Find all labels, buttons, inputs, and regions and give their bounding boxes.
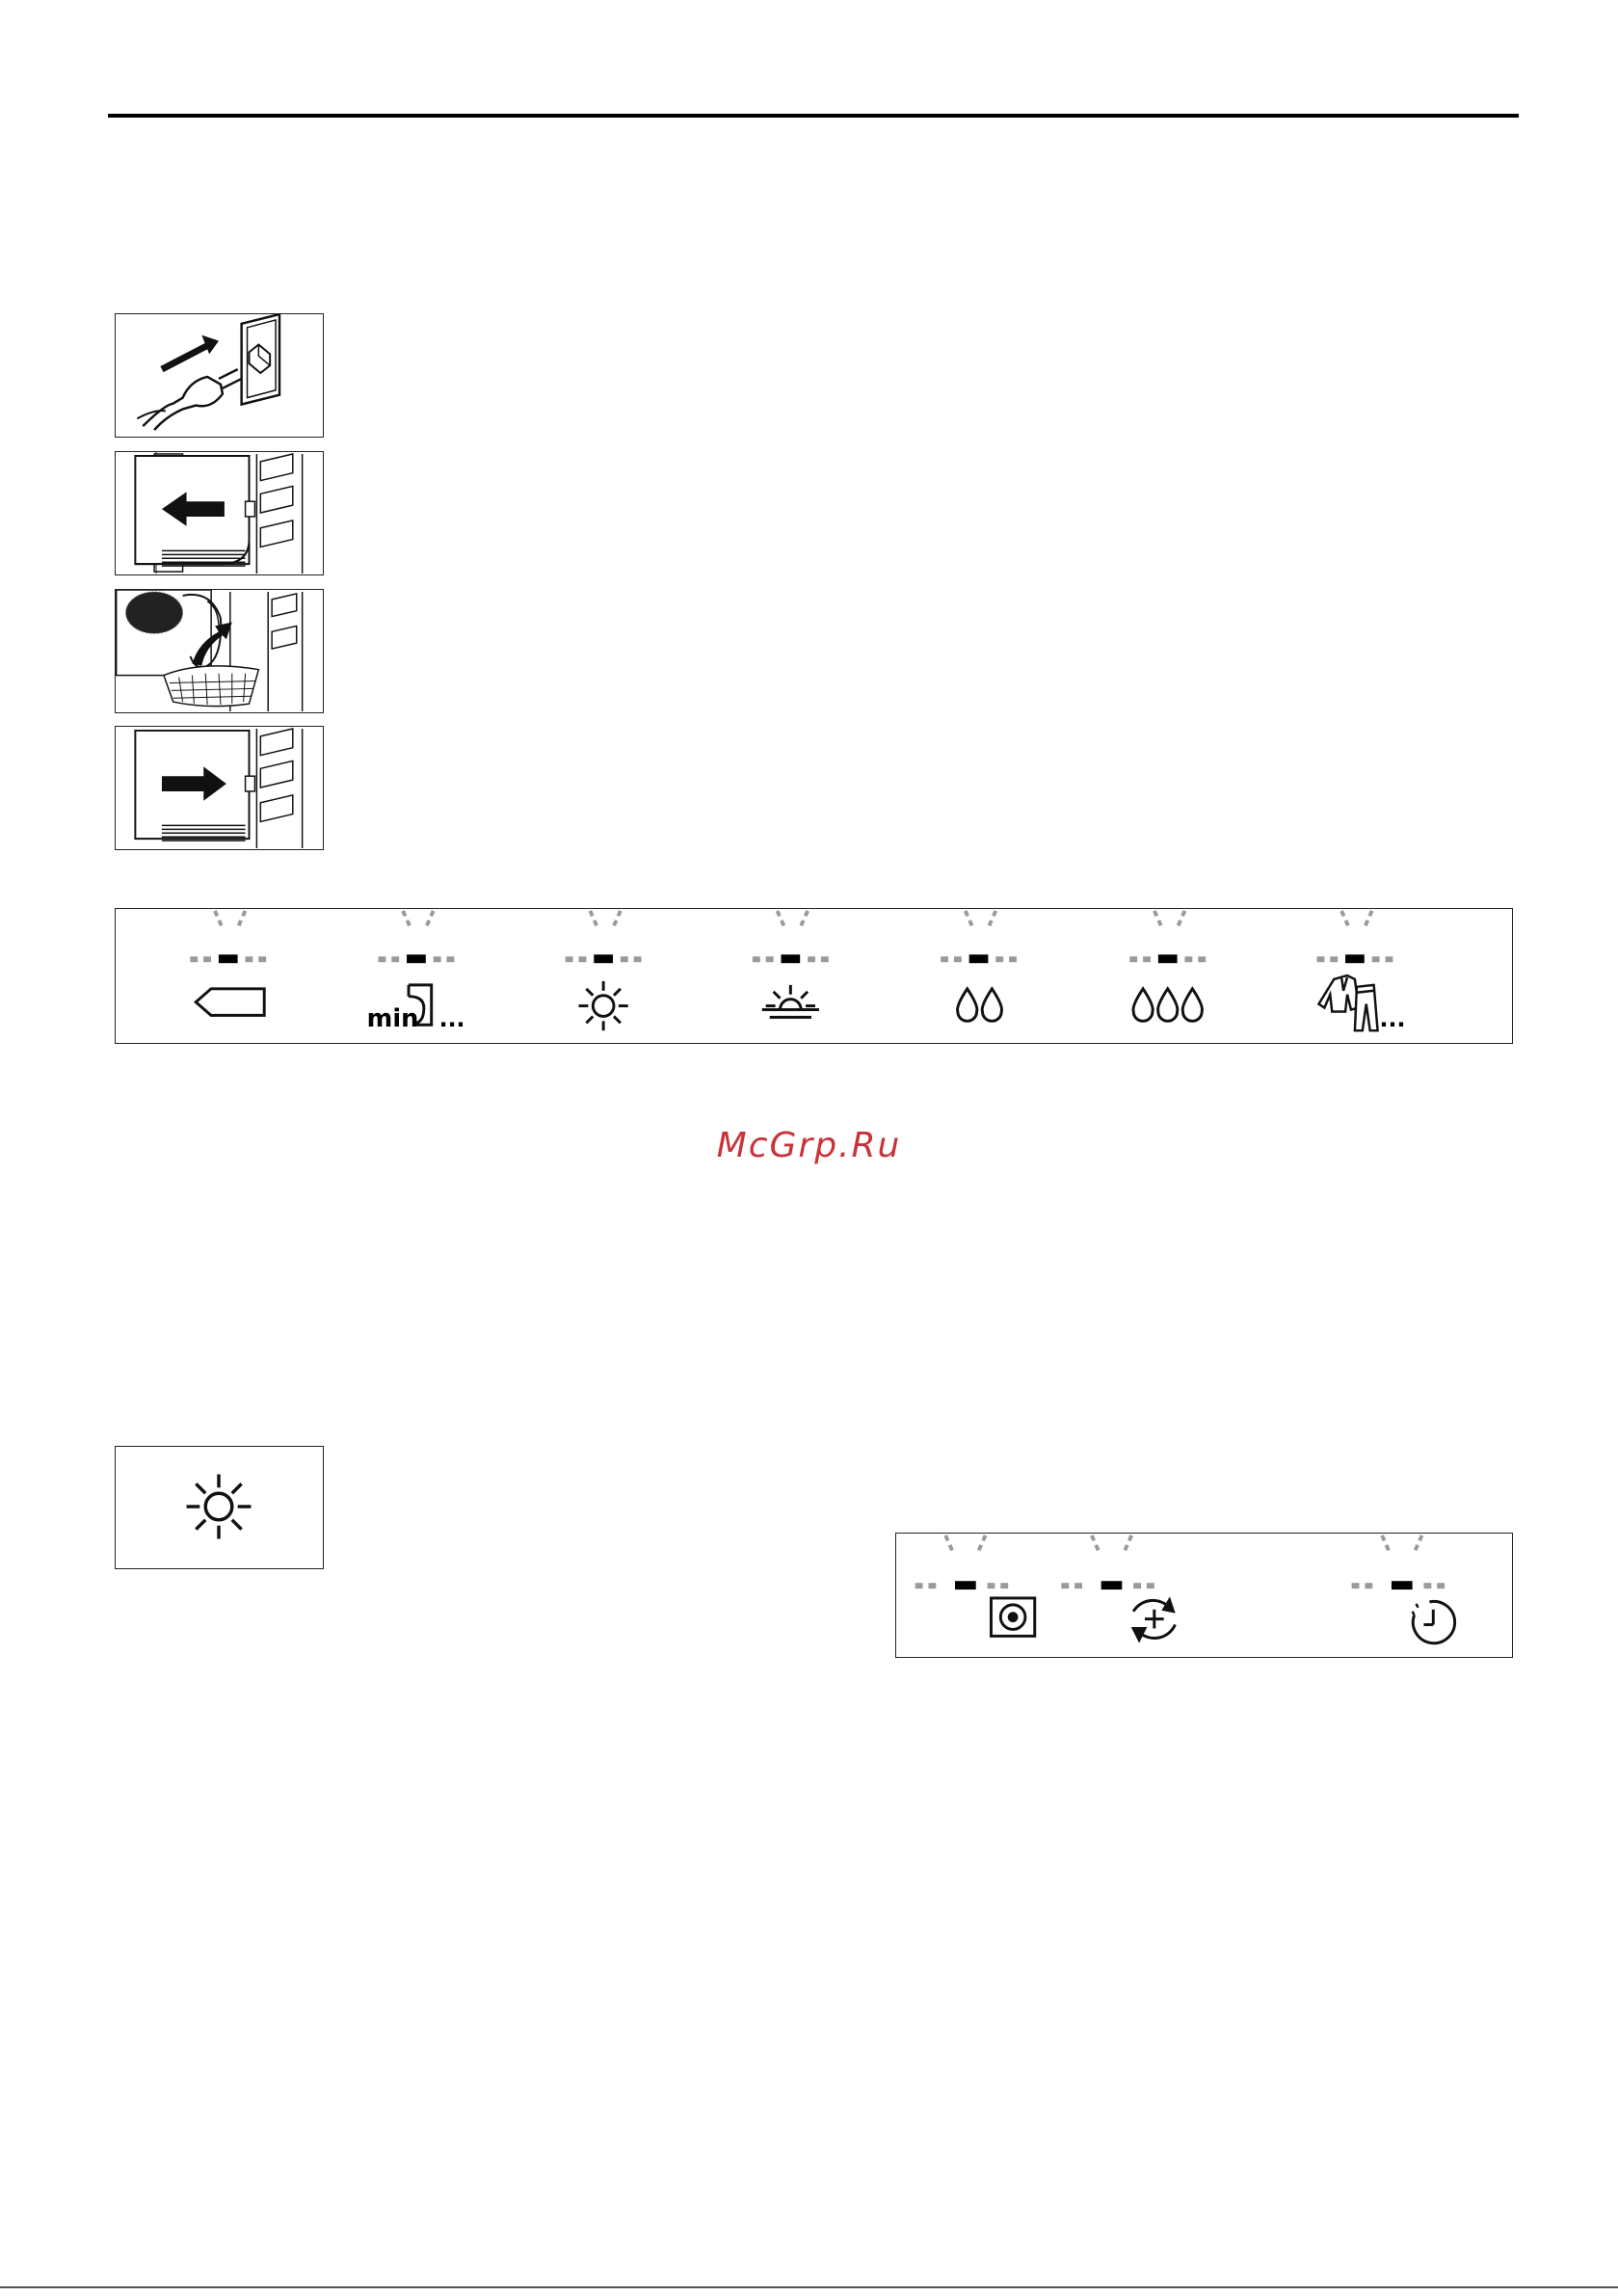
top-rule: [108, 114, 1519, 118]
iron-dry-two-drops-icon: [958, 989, 1002, 1022]
plug-socket-icon: [116, 314, 323, 437]
delay-timer-icon: [1413, 1601, 1455, 1642]
indicator-filter: [915, 1535, 1035, 1636]
indicator-delay-timer: [1352, 1535, 1455, 1643]
three-drops-icon: [1133, 989, 1203, 1022]
indicator-clothes: [1316, 911, 1405, 1032]
indicator-anti-crease: [1061, 1535, 1175, 1640]
clothes-icon: [1318, 975, 1377, 1030]
arrow-right-icon: [116, 727, 323, 849]
indicator-label-tag: [190, 911, 266, 1015]
extra-dry-sun-icon: [579, 981, 628, 1030]
laundry-basket-icon: [116, 590, 323, 712]
illustration-open-door: [115, 451, 324, 575]
clothes-suffix: ...: [1379, 1005, 1406, 1033]
timed-drying-suffix: ...: [438, 1005, 465, 1033]
filter-square-dot-icon: [991, 1598, 1034, 1636]
sun-icon: [116, 1447, 323, 1568]
illustration-load-laundry: [115, 589, 324, 713]
indicator-extra-dry: [566, 911, 642, 1030]
bottom-rule: [0, 2286, 1618, 2288]
option-sun-box: [115, 1446, 324, 1569]
label-tag-icon: [196, 989, 264, 1016]
watermark: McGrp.Ru: [716, 1126, 902, 1165]
arrow-left-icon: [116, 452, 323, 574]
options-indicator-panel: [895, 1533, 1513, 1658]
indicator-cupboard-dry: [753, 911, 829, 1017]
illustration-plug-into-socket: [115, 313, 324, 438]
illustration-close-door: [115, 726, 324, 850]
cupboard-dry-sunrise-icon: [762, 985, 819, 1018]
indicator-timed-drying: [367, 911, 465, 1033]
indicator-iron-dry: [941, 911, 1017, 1021]
program-indicator-panel: [115, 908, 1513, 1044]
anti-crease-plus-icon: [1133, 1600, 1175, 1640]
timed-drying-label: min: [366, 1004, 419, 1034]
indicator-three-drops: [1129, 911, 1206, 1021]
